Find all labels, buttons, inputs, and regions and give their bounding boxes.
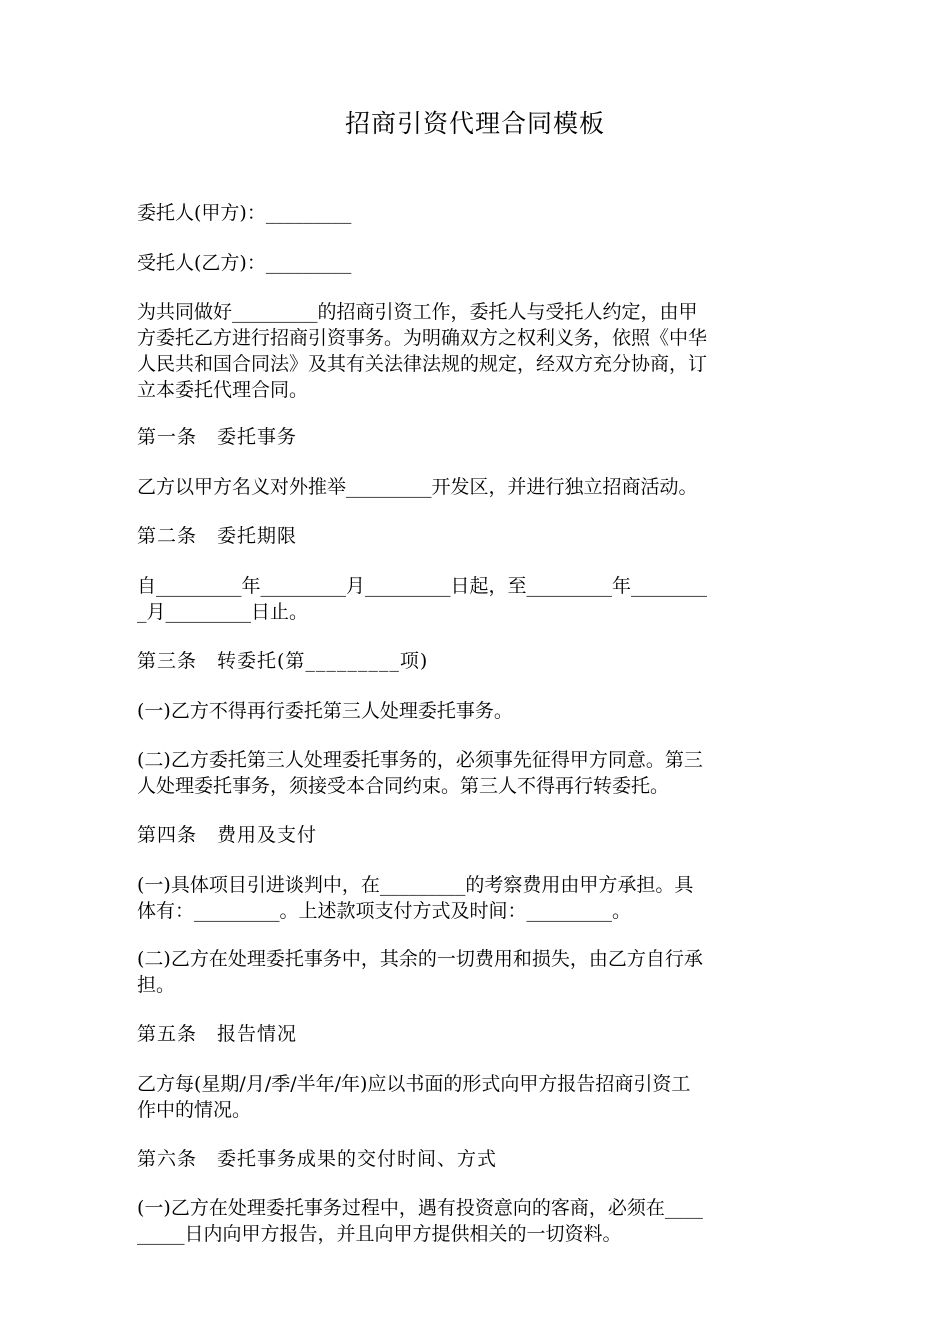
article-6-heading: 第六条 委托事务成果的交付时间、方式 (137, 1148, 498, 1170)
paragraph-line: 作中的情况。 (137, 1099, 252, 1121)
article-3-heading: 第三条 转委托(第_________项) (137, 650, 429, 672)
document-title: 招商引资代理合同模板 (344, 109, 605, 138)
paragraph-line: (一)具体项目引进谈判中，在_________的考察费用由甲方承担。具 (137, 874, 694, 896)
paragraph-line: _____日内向甲方报告，并且向甲方提供相关的一切资料。 (137, 1223, 622, 1245)
article-4-heading: 第四条 费用及支付 (137, 824, 318, 846)
article-5-heading: 第五条 报告情况 (137, 1023, 298, 1045)
paragraph-line: 立本委托代理合同。 (137, 379, 309, 401)
paragraph-line: 人民共和国合同法》及其有关法律法规的规定，经双方充分协商，订 (137, 353, 708, 375)
paragraph-line: _月_________日止。 (137, 601, 309, 623)
article-1-text: 乙方以甲方名义对外推举_________开发区，并进行独立招商活动。 (137, 476, 698, 498)
paragraph-line: 乙方每(星期/月/季/半年/年)应以书面的形式向甲方报告招商引资工 (137, 1073, 691, 1095)
paragraph-line: 方委托乙方进行招商引资事务。为明确双方之权利义务，依照《中华 (137, 327, 708, 349)
paragraph-line: (二)乙方在处理委托事务中，其余的一切费用和损失，由乙方自行承 (137, 948, 703, 970)
paragraph-line: (二)乙方委托第三人处理委托事务的，必须事先征得甲方同意。第三 (137, 749, 703, 771)
article-2-heading: 第二条 委托期限 (137, 525, 298, 547)
paragraph-line: 人处理委托事务，须接受本合同约束。第三人不得再行转委托。 (137, 775, 670, 797)
paragraph-line: 自_________年_________月_________日起，至_________年________ (137, 575, 708, 597)
paragraph-line: 体有：_________。上述款项支付方式及时间：_________。 (137, 900, 632, 922)
paragraph-line: 担。 (137, 974, 176, 996)
article-1-heading: 第一条 委托事务 (137, 426, 298, 448)
party-b-line: 受托人(乙方)：_________ (137, 252, 352, 274)
article-3-item-1: (一)乙方不得再行委托第三人处理委托事务。 (137, 700, 513, 722)
paragraph-line: (一)乙方在处理委托事务过程中，遇有投资意向的客商，必须在____ (137, 1197, 703, 1219)
party-a-line: 委托人(甲方)：_________ (137, 202, 352, 224)
paragraph-line: 为共同做好_________的招商引资工作，委托人与受托人约定，由甲 (137, 301, 698, 323)
